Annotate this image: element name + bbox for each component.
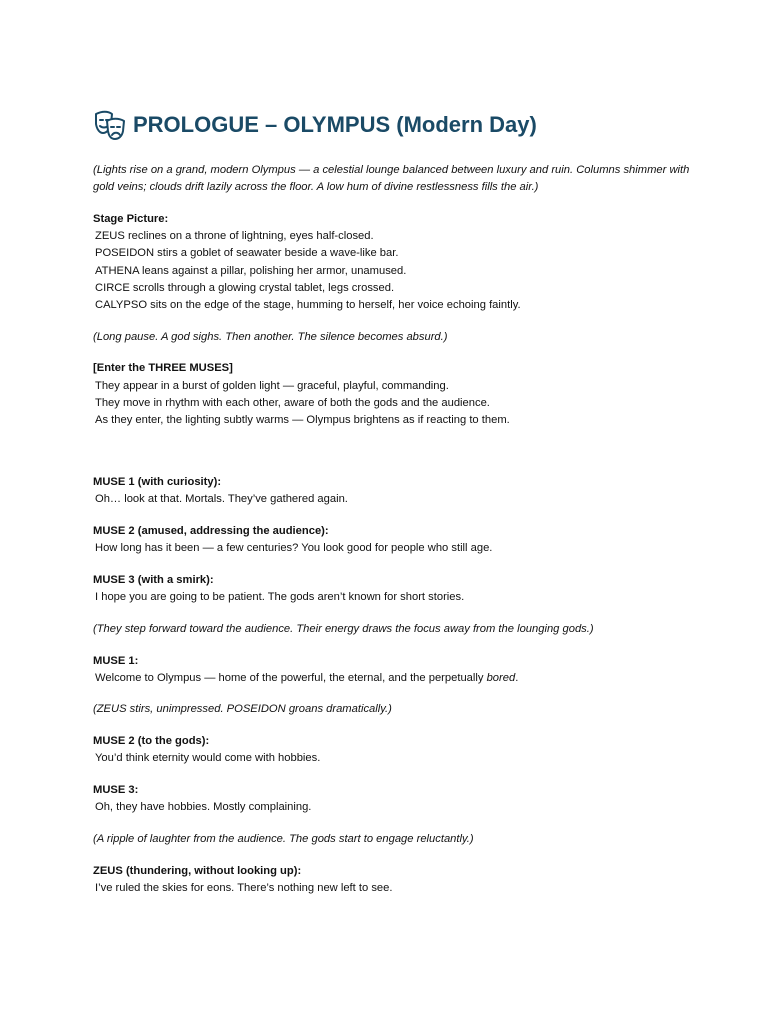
dialogue-line: You’d think eternity would come with hobbies. (95, 752, 321, 765)
stage-line-calypso: CALYPSO sits on the edge of the stage, humming to herself, her voice echoing faintly. (95, 298, 521, 311)
ripple-direction: (A ripple of laughter from the audience. The gods start to engage reluctantly.) (93, 832, 474, 845)
enter-line: They move in rhythm with each other, aware of both the gods and the audience. (95, 396, 490, 409)
title-row (93, 108, 693, 142)
enter-line: They appear in a burst of golden light — graceful, playful, commanding. (95, 379, 449, 392)
page-title: PROLOGUE – OLYMPUS (Modern Day) (133, 112, 537, 137)
stage-line-poseidon: POSEIDON stirs a goblet of seawater beside a wave-like bar. (95, 247, 399, 260)
stage-line-zeus: ZEUS reclines on a throne of lightning, eyes half-closed. (95, 230, 374, 243)
dialogue-text: Welcome to Olympus — home of the powerful, the eternal, and the perpetually (95, 671, 487, 684)
intro-direction: (Lights rise on a grand, modern Olympus — a celestial lounge balanced between luxury and ruin. Columns shimmer with gold veins; clouds drift lazily across the floor. A low hum of divine restlessness fills the air.) (93, 164, 690, 194)
dialogue-line (93, 670, 693, 687)
dialogue-line: I’ve ruled the skies for eons. There’s nothing new left to see. (95, 881, 393, 894)
dialogue-line: I hope you are going to be patient. The gods aren’t known for short stories. (95, 591, 465, 604)
stage-picture-heading: Stage Picture: (93, 212, 169, 225)
dialogue-line: Oh… look at that. Mortals. They’ve gathered again. (95, 493, 348, 506)
stage-line-athena: ATHENA leans against a pillar, polishing her armor, unamused. (95, 264, 407, 277)
dialogue-line: How long has it been — a few centuries? You look good for people who still age. (95, 542, 493, 555)
speaker-muse3: MUSE 3 (with a smirk): (93, 573, 214, 586)
enter-muses-heading: [Enter the THREE MUSES] (93, 362, 233, 375)
script-content (93, 108, 693, 897)
stage-picture-list (93, 228, 693, 314)
speaker-muse1: MUSE 1 (with curiosity): (93, 476, 222, 489)
dialogue-text-end: . (515, 671, 519, 684)
pause-direction: (Long pause. A god sighs. Then another. The silence becomes absurd.) (93, 330, 448, 343)
speaker-zeus: ZEUS (thundering, without looking up): (93, 864, 302, 877)
enter-line: As they enter, the lighting subtly warms — Olympus brightens as if reacting to them. (95, 413, 510, 426)
enter-muses-list (93, 378, 693, 430)
stage-line-circe: CIRCE scrolls through a glowing crystal tablet, legs crossed. (95, 281, 395, 294)
forward-direction: (They step forward toward the audience. Their energy draws the focus away from the lounging gods.) (93, 622, 594, 635)
speaker-muse3: MUSE 3: (93, 784, 139, 797)
zeus-stirs-direction: (ZEUS stirs, unimpressed. POSEIDON groans dramatically.) (93, 703, 392, 716)
speaker-muse1: MUSE 1: (93, 654, 139, 667)
theater-masks-icon (93, 109, 127, 141)
speaker-muse2: MUSE 2 (amused, addressing the audience): (93, 525, 329, 538)
speaker-muse2: MUSE 2 (to the gods): (93, 735, 210, 748)
dialogue-line: Oh, they have hobbies. Mostly complaining. (95, 801, 312, 814)
emphasis-text: bored (486, 671, 516, 684)
